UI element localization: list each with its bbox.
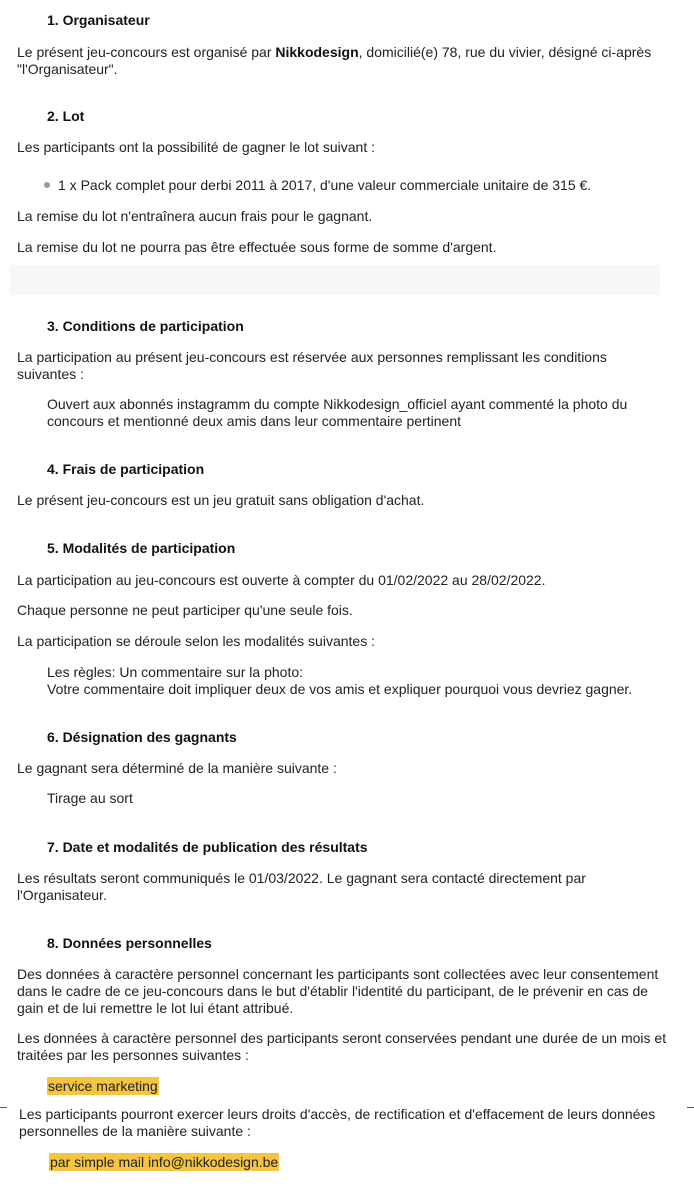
data-handler (47, 1078, 667, 1095)
data-collection-paragraph: Des données à caractère personnel concernant les participants sont collectées avec leur consentement dans le cadre de ce jeu-concours dans le but d'établir l'identité du participant, de le prévenir en cas de gain et de lui remettre le lot lui étant attribué. (17, 966, 659, 1016)
section-6-heading: 6. Désignation des gagnants (47, 729, 237, 745)
fees-paragraph: Le présent jeu-concours est un jeu gratuit sans obligation d'achat. (17, 492, 425, 508)
rules-line-1: Les règles: Un commentaire sur la photo: (47, 664, 304, 680)
right-edge-marker (687, 1107, 694, 1108)
bullet-icon (44, 182, 50, 188)
left-edge-marker (0, 1107, 7, 1108)
section-4-heading: 4. Frais de participation (47, 461, 205, 477)
section-8-heading: 8. Données personnelles (47, 935, 212, 951)
participation-once: Chaque personne ne peut participer qu'une seule fois. (17, 602, 353, 618)
section-5-heading: 5. Modalités de participation (47, 540, 236, 556)
organizer-text-c: , domicilié(e) 78, rue du vivier, désigné ci-après "l'Organisateur". (17, 44, 652, 77)
section-7-heading: 7. Date et modalités de publication des résultats (47, 839, 368, 855)
prize-no-fees: La remise du lot n'entraînera aucun frais pour le gagnant. (17, 208, 373, 224)
organizer-paragraph (17, 44, 667, 78)
prize-list-item (44, 177, 664, 194)
conditions-detail: Ouvert aux abonnés instagramm du compte Nikkodesign_officiel ayant commenté la photo du concours et mentionné deux amis dans leur commentaire pertinent (47, 396, 628, 429)
participation-rules (47, 664, 667, 698)
section-2-heading: 2. Lot (47, 108, 85, 124)
data-rights-contact (49, 1154, 669, 1171)
organizer-name: Nikkodesign (275, 44, 359, 60)
prize-no-cash: La remise du lot ne pourra pas être effectuée sous forme de somme d'argent. (17, 239, 497, 255)
section-1-heading: 1. Organisateur (47, 12, 150, 28)
section-separator (10, 265, 660, 295)
contact-highlight: par simple mail info@nikkodesign.be (50, 1154, 279, 1170)
winner-method: Tirage au sort (47, 790, 133, 806)
organizer-text-a: Le présent jeu-concours est organisé par (17, 44, 276, 60)
data-handler-highlight: service marketing (48, 1078, 158, 1094)
section-3-heading: 3. Conditions de participation (47, 318, 244, 334)
prize-intro: Les participants ont la possibilité de gagner le lot suivant : (17, 139, 375, 155)
results-paragraph: Les résultats seront communiqués le 01/03/2022. Le gagnant sera contacté directement par l'Organisateur. (17, 870, 586, 903)
conditions-intro: La participation au présent jeu-concours est réservée aux personnes remplissant les conditions suivantes : (17, 349, 607, 382)
data-rights-paragraph: Les participants pourront exercer leurs droits d'accès, de rectification et d'effacement de leurs données personnelles de la manière suivante : (19, 1106, 656, 1139)
participation-modalities-intro: La participation se déroule selon les modalités suivantes : (17, 633, 375, 649)
data-retention-paragraph: Les données à caractère personnel des participants seront conservées pendant une durée de un mois et traitées par les personnes suivantes : (17, 1030, 667, 1063)
rules-line-2: Votre commentaire doit impliquer deux de vos amis et expliquer pourquoi vous devriez gagner. (47, 681, 633, 697)
prize-item-text: 1 x Pack complet pour derbi 2011 à 2017, d'une valeur commerciale unitaire de 315 €. (58, 177, 592, 193)
winner-determination-intro: Le gagnant sera déterminé de la manière suivante : (17, 760, 337, 776)
participation-dates: La participation au jeu-concours est ouverte à compter du 01/02/2022 au 28/02/2022. (17, 572, 546, 588)
